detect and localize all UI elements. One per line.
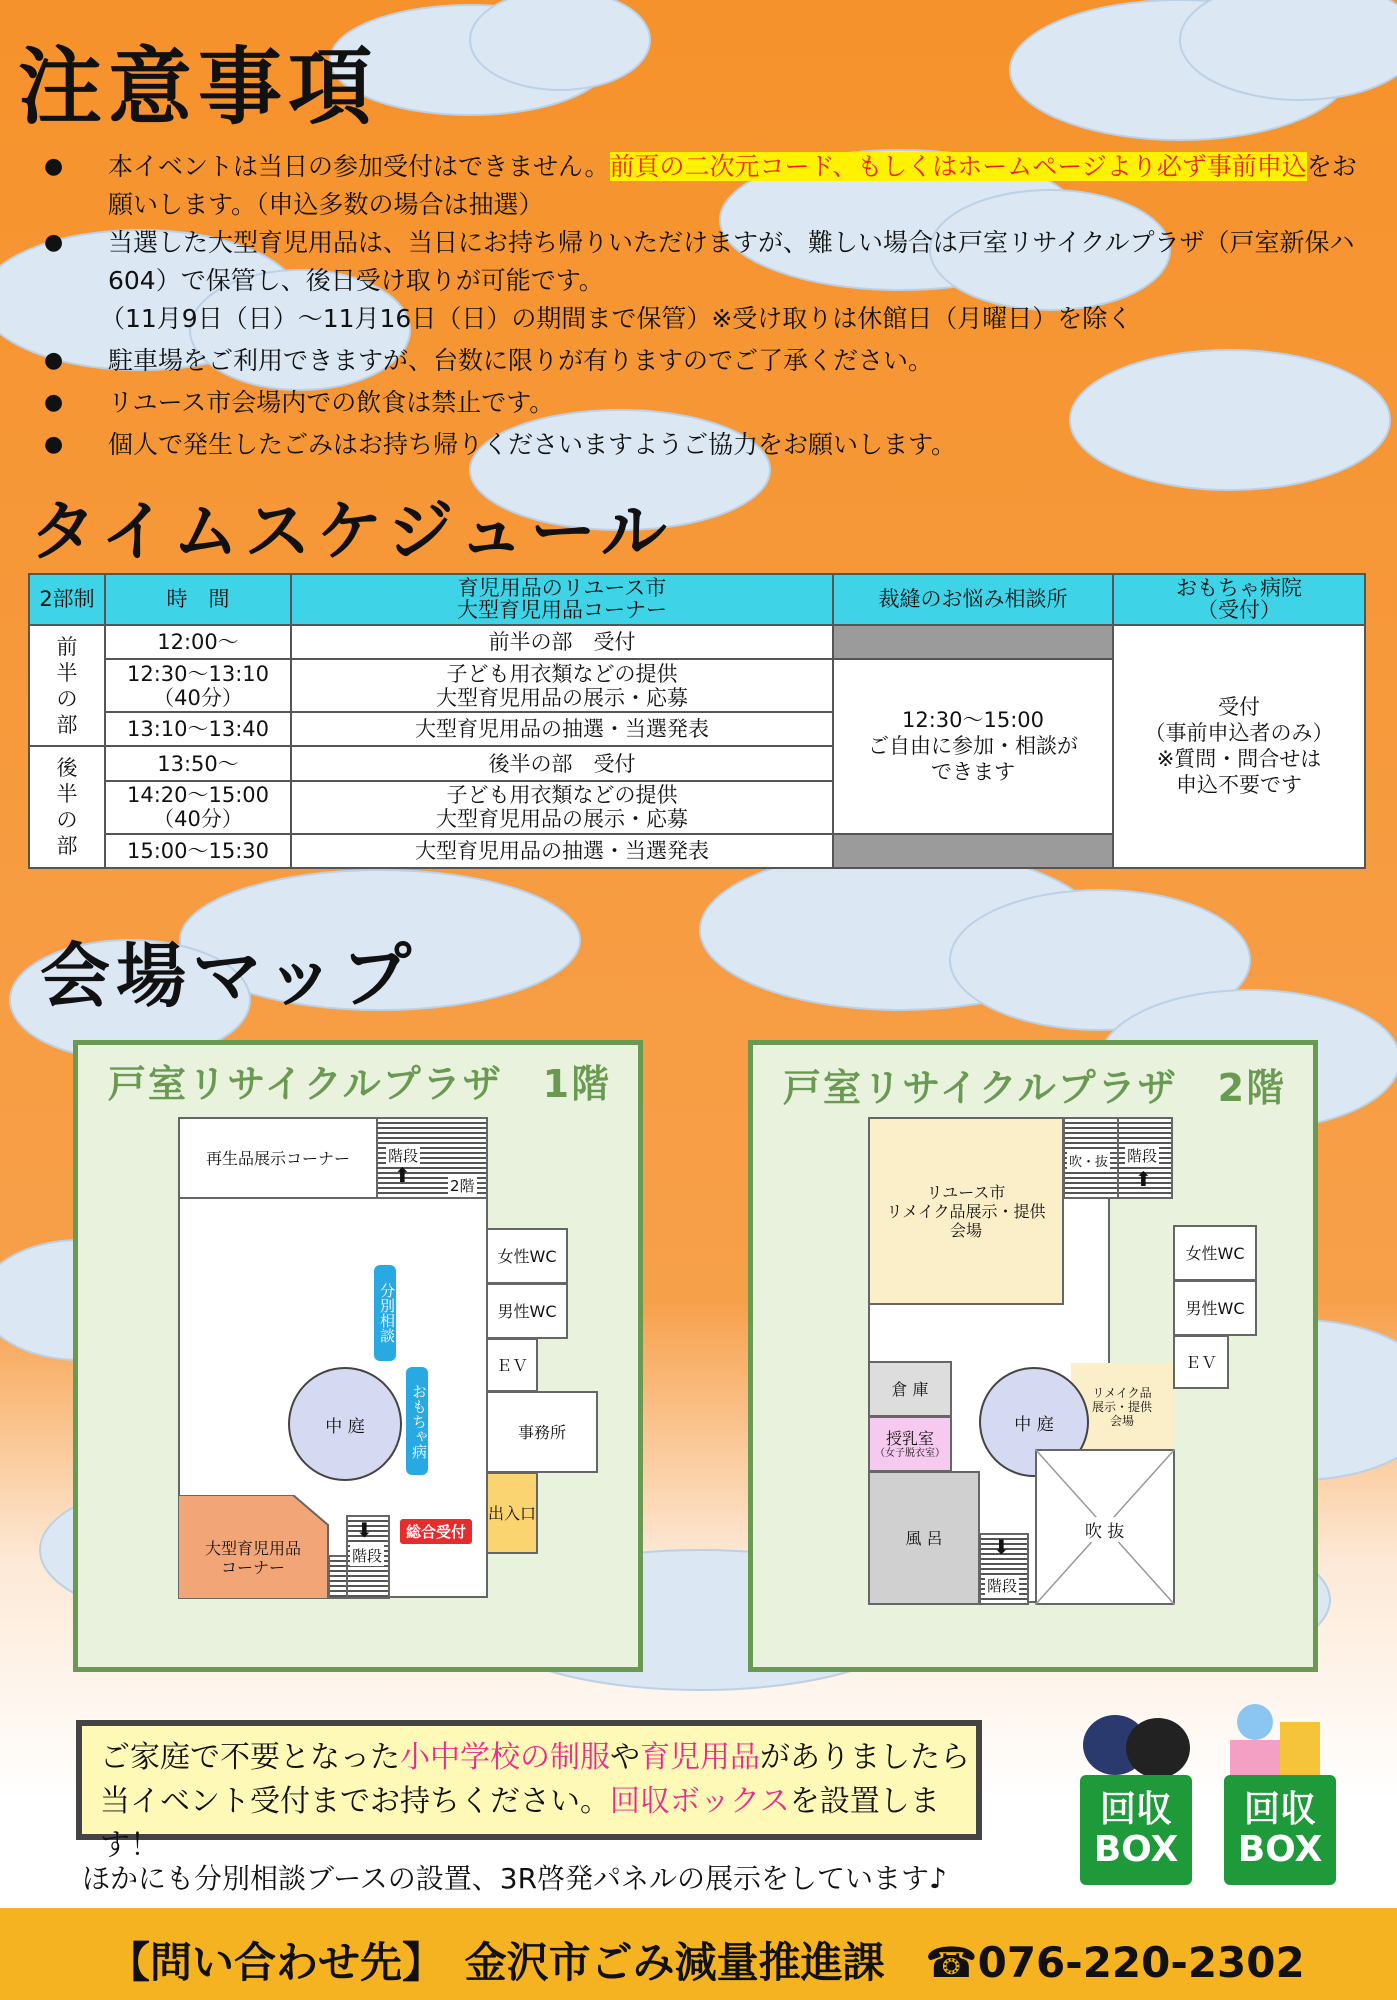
sewing-cell: 12:30～15:00 ご自由に参加・相談が できます (833, 659, 1113, 833)
event-cell: 子ども用衣類などの提供 大型育児用品の展示・応募 (291, 659, 833, 712)
other-activities-note: ほかにも分別相談ブースの設置、3R啓発パネルの展示をしています♪ (82, 1862, 947, 1895)
empty-cell (833, 834, 1113, 869)
to-2f-label: 2階 (450, 1177, 475, 1195)
arrow-up-icon: ⬆ (394, 1163, 411, 1187)
stairs-label: 階段 (987, 1577, 1018, 1595)
notice-item (30, 426, 1370, 464)
nursing-room-label: 授乳室 (885, 1428, 934, 1448)
time-cell: 12:00～ (105, 625, 291, 659)
phone-icon: ☎ (925, 1938, 978, 1987)
collection-notice (76, 1720, 982, 1863)
second-half-label: 後 半 の 部 (29, 746, 105, 868)
sorting-consult-booth: 分別相談 (374, 1265, 396, 1361)
notice-item (30, 148, 1370, 224)
box-label-top: 回収 (1243, 1789, 1316, 1830)
nursing-room-sub: （女子脱衣室） (875, 1447, 945, 1459)
col-header: 裁縫のお悩み相談所 (833, 574, 1113, 625)
mens-wc-2f: 男性WC (1173, 1280, 1257, 1336)
time-cell: 13:50～ (105, 746, 291, 780)
collection-text: 当イベント受付までお持ちください。 (100, 1784, 610, 1819)
notices-title: 注意事項 (18, 38, 379, 136)
box-label-top: 回収 (1099, 1789, 1172, 1830)
col-header: 時 間 (105, 574, 291, 625)
notice-item (30, 384, 1370, 422)
collection-line2 (100, 1780, 976, 1868)
arrow-down-icon: ⬇ (993, 1535, 1010, 1559)
large-goods-corner: 大型育児用品 コーナー (204, 1539, 301, 1577)
col-header: 育児用品のリユース市 大型育児用品コーナー (291, 574, 833, 625)
notice-text: 個人で発生したごみはお持ち帰りくださいますようご協力をお願いします。 (108, 430, 957, 459)
toy-hospital-cell: 受付 （事前申込者のみ） ※質問・問合せは 申込不要です (1113, 625, 1365, 868)
box-label-bottom: BOX (1093, 1829, 1179, 1870)
time-cell: 14:20～15:00 （40分） (105, 781, 291, 834)
map-title: 会場マップ (40, 935, 418, 1017)
stairs-label: 階段 (388, 1147, 419, 1165)
notice-text: をお願いします。（申込多数の場合は抽選） (108, 152, 1357, 219)
notice-text: リユース市会場内での飲食は禁止です。 (108, 388, 555, 417)
reuse-market-area: リユース市 リメイク品展示・提供 会場 (868, 1117, 1064, 1305)
mens-wc: 男性WC (486, 1283, 568, 1339)
storage: 倉 庫 (868, 1361, 952, 1417)
toy-hospital-booth: おもちゃ病 (406, 1367, 428, 1475)
box-label (1080, 1790, 1192, 1870)
arrow-up-icon: ⬆ (1135, 1167, 1152, 1191)
time-cell: 12:30～13:10 （40分） (105, 659, 291, 712)
time-cell: 13:10～13:40 (105, 712, 291, 746)
nursing-room (868, 1416, 952, 1472)
collection-text: がありましたら (760, 1740, 970, 1775)
col-header: 2部制 (29, 574, 105, 625)
collection-highlight: 回収ボックス (610, 1784, 790, 1819)
contact-line (108, 1930, 1305, 1990)
notice-item (30, 342, 1370, 380)
floor2-title: 戸室リサイクルプラザ 2階 (783, 1066, 1287, 1110)
table-header-row (29, 574, 1365, 625)
remake-area: リメイク品 展示・提供 会場 (1071, 1363, 1173, 1451)
bullet-icon: ● (44, 432, 64, 457)
collection-text: や (610, 1740, 640, 1775)
bullet-icon: ● (44, 230, 64, 255)
notice-text: 当選した大型育児用品は、当日にお持ち帰りいただけますが、難しい場合は戸室リサイクルプラザ（戸室新保ハ604）で保管し、後日受け取りが可能です。 (108, 228, 1355, 295)
floor1-title: 戸室リサイクルプラザ 1階 (108, 1062, 612, 1106)
box-label (1224, 1790, 1336, 1870)
contact-dept: 金沢市ごみ減量推進課 (464, 1938, 885, 1987)
empty-cell (833, 625, 1113, 659)
office: 事務所 (486, 1391, 598, 1473)
notices-list (30, 148, 1370, 464)
stairs-label: 階段 (352, 1547, 383, 1565)
contact-phone: 076-220-2302 (977, 1938, 1305, 1987)
womens-wc-2f: 女性WC (1173, 1225, 1257, 1281)
notice-item (30, 224, 1370, 300)
atrium-label: 吹 抜 (1081, 1517, 1128, 1542)
collection-text: ご家庭で不要となった (100, 1740, 400, 1775)
box-label-bottom: BOX (1237, 1829, 1323, 1870)
event-cell: 後半の部 受付 (291, 746, 833, 780)
contact-label: 【問い合わせ先】 (108, 1938, 445, 1987)
elevator-2f: ＥＶ (1173, 1335, 1229, 1389)
event-cell: 子ども用衣類などの提供 大型育児用品の展示・応募 (291, 781, 833, 834)
notice-text: 駐車場をご利用できますが、台数に限りが有りますのでご了承ください。 (108, 346, 934, 375)
contact-footer (0, 1908, 1397, 2000)
time-cell: 15:00～15:30 (105, 834, 291, 869)
courtyard-2f: 中 庭 (979, 1367, 1089, 1477)
entrance: 出入口 (486, 1472, 538, 1554)
first-half-label: 前 半 の 部 (29, 625, 105, 747)
womens-wc: 女性WC (486, 1228, 568, 1284)
bath: 風 呂 (868, 1471, 980, 1605)
arrow-down-icon: ⬇ (356, 1518, 373, 1542)
bullet-icon: ● (44, 348, 64, 373)
floor2-map (748, 1040, 1318, 1672)
notice-item (30, 300, 1370, 338)
collection-highlight: 育児用品 (640, 1740, 760, 1775)
notice-highlight: 前頁の二次元コード、もしくはホームページより必ず事前申込 (609, 152, 1307, 181)
table-row (29, 625, 1365, 659)
collection-text: を設置します！ (100, 1784, 940, 1863)
collection-highlight: 小中学校の制服 (400, 1740, 610, 1775)
stairs-label: 階段 (1127, 1147, 1158, 1165)
schedule-table (28, 573, 1366, 869)
event-cell: 大型育児用品の抽選・当選発表 (291, 834, 833, 869)
bullet-icon: ● (44, 390, 64, 415)
bullet-icon: ● (44, 154, 64, 179)
event-cell: 前半の部 受付 (291, 625, 833, 659)
reuse-display-corner: 再生品展示コーナー (178, 1117, 378, 1199)
col-header: おもちゃ病院 （受付） (1113, 574, 1365, 625)
notice-text: 本イベントは当日の参加受付はできません。 (108, 152, 610, 181)
collection-line1 (100, 1736, 976, 1780)
event-cell: 大型育児用品の抽選・当選発表 (291, 712, 833, 746)
atrium-small-label: 吹・抜 (1067, 1151, 1110, 1170)
general-reception: 総合受付 (400, 1519, 472, 1544)
floor1-map (73, 1040, 643, 1672)
elevator: ＥＶ (486, 1338, 538, 1392)
notice-text: （11月9日（日）～11月16日（日）の期間まで保管）※受け取りは休館日（月曜日）を除く (100, 304, 1133, 333)
courtyard-1f: 中 庭 (288, 1367, 402, 1481)
schedule-title: タイムスケジュール (30, 493, 673, 570)
